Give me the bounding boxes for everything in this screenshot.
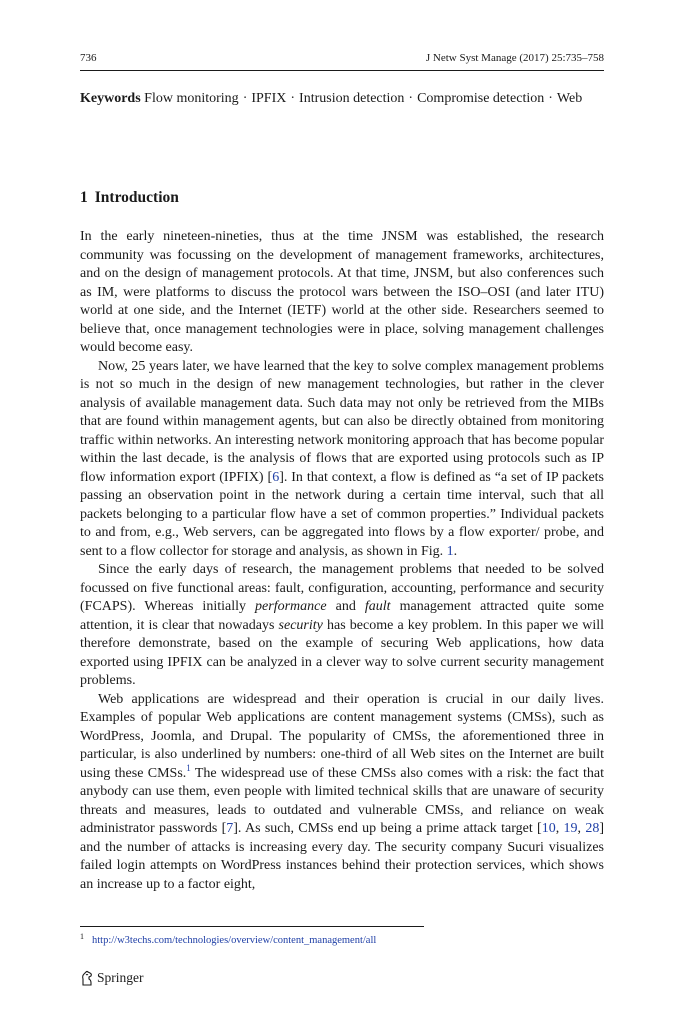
text-run: , <box>577 821 586 836</box>
text-run: ]. In that context, a flow is defined as “a set of IP packets passing an observation point in the network during a certain time interval, such that all packets belonging to a particular flow have a set of common properties.” Individual packets to and from, e.g., Web servers, can be aggregated into flows by a flow exporter/ probe, and sent to a flow collector for storage and analysis, as shown in Fig. <box>80 469 604 559</box>
text-run: management attracted quite some attention, it is clear that nowadays <box>80 599 604 633</box>
keyword-separator: · <box>548 91 553 106</box>
footnote-reference[interactable]: 1 <box>186 762 191 773</box>
paragraph <box>80 358 604 562</box>
keyword: Intrusion detection <box>299 91 405 106</box>
publisher-footer <box>80 970 144 986</box>
text-run: . <box>453 543 458 559</box>
emphasis: security <box>278 617 323 633</box>
keywords-label: Keywords <box>80 91 141 106</box>
section-title: Introduction <box>94 189 179 206</box>
keyword: Compromise detection <box>417 91 545 106</box>
journal-citation: J Netw Syst Manage (2017) 25:735–758 <box>425 52 604 64</box>
keywords-list <box>144 91 582 106</box>
paragraph <box>80 228 604 358</box>
footnote-rule <box>80 926 424 927</box>
footnote <box>80 930 376 948</box>
emphasis: fault <box>364 599 391 614</box>
keywords <box>80 89 604 108</box>
springer-horse-icon <box>80 970 94 986</box>
running-header <box>80 50 604 66</box>
text-run: ] and the number of attacks is increasing every day. The security company Sucuri visualizes failed login attempts on WordPress instances behind their protection services, which shows an increase up to a factor eight, <box>80 821 604 892</box>
citation-link[interactable]: 1 <box>446 543 454 559</box>
page-number: 736 <box>80 52 97 64</box>
text-run: , <box>555 821 564 836</box>
footnote-link[interactable]: http://w3techs.com/technologies/overview/content_management/all <box>92 935 377 946</box>
text-run: Web applications are widespread and their operation is crucial in our daily lives. Examples of popular Web applications are content management systems (CMSs), such as WordPress, Joomla, and Drupal. The popularity of CMSs, the aforementioned three in particular, is also underlined by numbers: one-third of all Web sites on the Internet are built using these CMSs. <box>80 691 604 781</box>
citation-link[interactable]: 19 <box>563 821 578 836</box>
keyword: Web <box>556 91 583 106</box>
citation-link[interactable]: 6 <box>272 469 280 485</box>
citation-link[interactable]: 10 <box>541 821 556 836</box>
text-run: has become a key problem. In this paper we will therefore demonstrate, based on the example of securing Web applications, how data exported using IPFIX can be analyzed in a clever way to solve current security management problems. <box>80 617 605 688</box>
citation-link[interactable]: 28 <box>585 821 600 836</box>
emphasis: performance <box>255 599 327 614</box>
footnote-mark: 1 <box>80 932 84 941</box>
header-rule <box>80 70 604 71</box>
text-run: In the early nineteen-nineties, thus at the time JNSM was established, the research community was focussing on the development of management frameworks, architectures, and on the design of management protocols. At that time, JNSM, but also conferences such as IM, were platforms to discuss the protocol wars between the ISO–OSI (and later ITU) world at one side, and the Internet (IETF) world at the other side. Researchers seemed to believe that, once management technologies were in place, solving management challenges would become easy. <box>80 229 604 355</box>
text-run: ]. As such, CMSs end up being a prime attack target [ <box>233 821 542 836</box>
text-run: Since the early days of research, the management problems that needed to be solved focussed on five functional areas: fault, configuration, accounting, performance and security (FCAPS). Whereas initially <box>80 562 604 614</box>
paragraph <box>80 561 604 691</box>
section-number: 1 <box>80 189 88 206</box>
text-run: The widespread use of these CMSs also comes with a risk: the fact that anybody can use them, even people with limited technical skills that are unaware of security threats and measures, leads to outdated and vulnerable CMSs, and reliance on weak administrator passwords [ <box>80 765 604 836</box>
body-text <box>80 228 604 894</box>
keyword: IPFIX <box>251 91 287 106</box>
keyword-separator: · <box>242 91 248 106</box>
keyword-separator: · <box>290 91 296 106</box>
keyword-separator: · <box>408 91 414 106</box>
section-heading <box>80 189 179 207</box>
publisher-name: Springer <box>97 970 144 985</box>
keyword: Flow monitoring <box>144 91 239 106</box>
text-run: Now, 25 years later, we have learned that the key to solve complex management problems is not so much in the design of new management technologies, but rather in the clever analysis of available management data. Such data may not only be retrieved from the MIBs that are found within management agents, but can also be directly obtained from monitoring traffic within networks. An interesting network monitoring approach that has become popular within the last decade, is the analysis of flows that are exported using protocols such as IP flow information export (IPFIX) [ <box>80 358 604 485</box>
text-run: and <box>326 599 365 614</box>
citation-link[interactable]: 7 <box>226 821 234 836</box>
paragraph <box>80 691 604 895</box>
